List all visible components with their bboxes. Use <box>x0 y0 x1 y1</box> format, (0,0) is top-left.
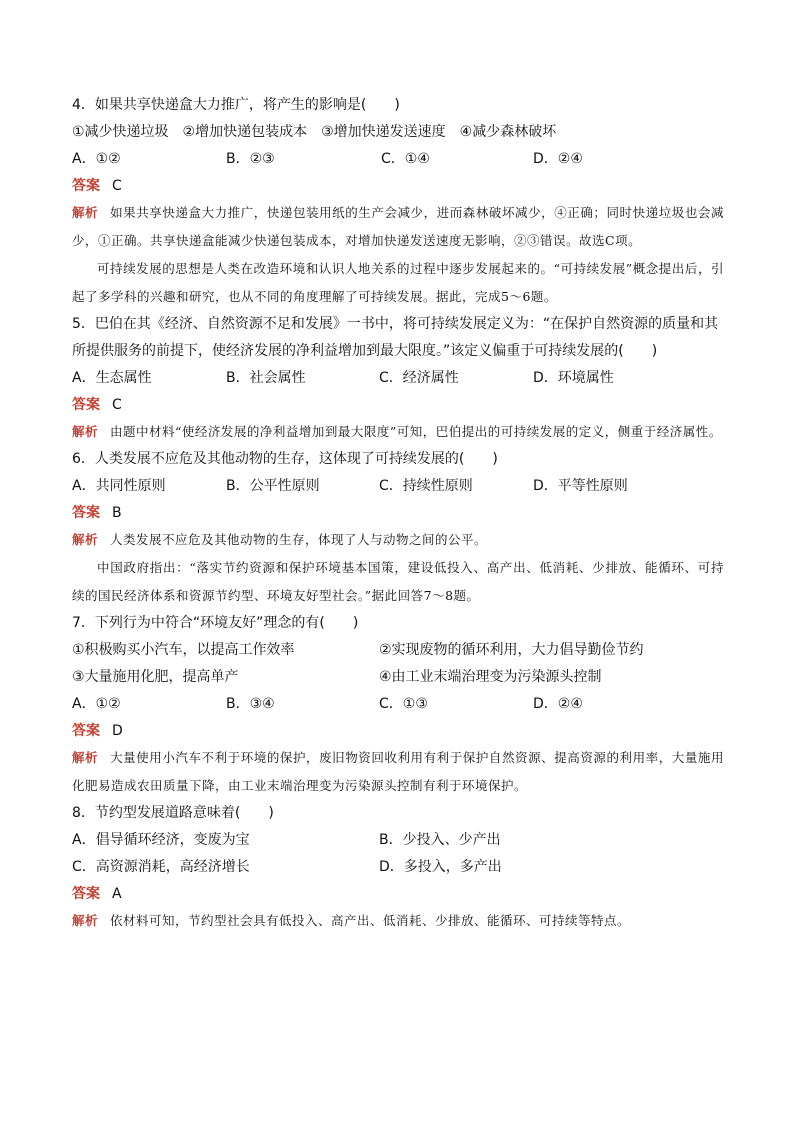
q4-items: ①减少快递垃圾 ②增加快递包装成本 ③增加快递发送速度 ④减少森林破坏 <box>72 124 557 140</box>
answer-label: 答案 <box>72 723 100 739</box>
q8-explanation <box>72 907 724 935</box>
q8-options-row2 <box>72 854 724 881</box>
q7-item-4: ④由工业末端治理变为污染源头控制 <box>379 669 602 685</box>
answer-value: D <box>112 723 123 739</box>
q5-option-b: B．社会属性 <box>226 370 306 386</box>
explain-text: 大量使用小汽车不利于环境的保护，废旧物资回收利用有利于保护自然资源、提高资源的利用率，大量施用化肥易造成农田质量下降，由工业末端治理变为污染源头控制有利于环境保护。 <box>72 750 724 793</box>
explain-label: 解析 <box>72 205 99 220</box>
explain-text: 人类发展不应危及其他动物的生存，体现了人与动物之间的公平。 <box>110 532 488 547</box>
explain-text: 如果共享快递盒大力推广，快递包装用纸的生产会减少，进而森林破坏减少，④正确；同时快递垃圾也会减少，①正确。共享快递盒能减少快递包装成本，对增加快递发送速度无影响，②③错误。故选C项。 <box>72 205 724 248</box>
q5-stem-line2: 所提供服务的前提下，使经济发展的净利益增加到最大限度。”该定义偏重于可持续发展的( ) <box>72 343 658 359</box>
q4-options <box>72 146 724 173</box>
q7-option-d: D．②④ <box>533 696 583 712</box>
explain-text: 依材料可知，节约型社会具有低投入、高产出、低消耗、少排放、能循环、可持续等特点。 <box>110 913 631 928</box>
q5-option-a: A．生态属性 <box>72 370 152 386</box>
q7-explanation <box>72 744 724 800</box>
answer-value: B <box>112 505 122 521</box>
q7-options <box>72 691 724 718</box>
q7-answer <box>72 718 724 744</box>
q7-option-c: C．①③ <box>379 696 428 712</box>
q8-option-d: D．多投入，多产出 <box>379 859 502 875</box>
q6-option-b: B．公平性原则 <box>226 478 320 494</box>
q8-options-row1 <box>72 827 724 854</box>
material-2: 中国政府指出：“落实节约资源和保护环境基本国策，建设低投入、高产出、低消耗、少排放、能循环、可持续的国民经济体系和资源节约型、环境友好型社会。”据此回答7～8题。 <box>72 560 724 603</box>
q5-option-c: C．经济属性 <box>379 370 459 386</box>
answer-value: C <box>112 178 122 194</box>
q8-stem: 8．节约型发展道路意味着( ) <box>72 805 274 821</box>
q7-stem: 7．下列行为中符合“环境友好”理念的有( ) <box>72 615 359 631</box>
q5-options <box>72 365 724 392</box>
q6-option-a: A．共同性原则 <box>72 478 166 494</box>
q5-stem-line1: 5．巴伯在其《经济、自然资源不足和发展》一书中，将可持续发展定义为：“在保护自然资源的质量和其 <box>72 316 719 332</box>
q7-item-3: ③大量施用化肥，提高单产 <box>72 669 239 685</box>
q6-answer <box>72 500 724 526</box>
q8-option-c: C．高资源消耗，高经济增长 <box>72 859 250 875</box>
q7-option-a: A．①② <box>72 696 121 712</box>
q6-option-c: C．持续性原则 <box>379 478 473 494</box>
answer-label: 答案 <box>72 505 100 521</box>
explain-label: 解析 <box>72 532 99 547</box>
q6-stem: 6．人类发展不应危及其他动物的生存，这体现了可持续发展的( ) <box>72 451 498 467</box>
document-page <box>72 92 724 935</box>
explain-label: 解析 <box>72 913 99 928</box>
q6-option-d: D．平等性原则 <box>533 478 628 494</box>
q4-explanation <box>72 199 724 255</box>
q5-answer <box>72 392 724 418</box>
answer-value: C <box>112 397 122 413</box>
q7-items-row1 <box>72 637 724 664</box>
q5-option-d: D．环境属性 <box>533 370 614 386</box>
q4-stem: 4．如果共享快递盒大力推广，将产生的影响是( ) <box>72 97 400 113</box>
q4-option-b: B．②③ <box>226 151 275 167</box>
answer-value: A <box>112 886 122 902</box>
answer-label: 答案 <box>72 397 100 413</box>
material-1: 可持续发展的思想是人类在改造环境和认识人地关系的过程中逐步发展起来的。“可持续发展”概念提出后，引起了多学科的兴趣和研究，也从不同的角度理解了可持续发展。据此，完成5～6题。 <box>72 261 724 304</box>
q5-explanation <box>72 418 724 446</box>
q8-option-b: B．少投入、少产出 <box>379 832 501 848</box>
q7-items-row2 <box>72 664 724 691</box>
q4-answer <box>72 173 724 199</box>
explain-label: 解析 <box>72 750 99 765</box>
q8-answer <box>72 881 724 907</box>
q6-options <box>72 473 724 500</box>
q8-option-a: A．倡导循环经济，变废为宝 <box>72 832 250 848</box>
answer-label: 答案 <box>72 178 100 194</box>
q4-option-d: D．②④ <box>533 151 583 167</box>
explain-label: 解析 <box>72 424 99 439</box>
q7-item-2: ②实现废物的循环利用，大力倡导勤俭节约 <box>379 642 644 658</box>
explain-text: 由题中材料“使经济发展的净利益增加到最大限度”可知，巴伯提出的可持续发展的定义，侧重于经济属性。 <box>110 424 722 439</box>
answer-label: 答案 <box>72 886 100 902</box>
q7-item-1: ①积极购买小汽车，以提高工作效率 <box>72 642 295 658</box>
q4-option-a: A．①② <box>72 151 121 167</box>
q4-option-c: C．①④ <box>381 151 430 167</box>
q7-option-b: B．③④ <box>226 696 275 712</box>
q6-explanation <box>72 526 724 554</box>
